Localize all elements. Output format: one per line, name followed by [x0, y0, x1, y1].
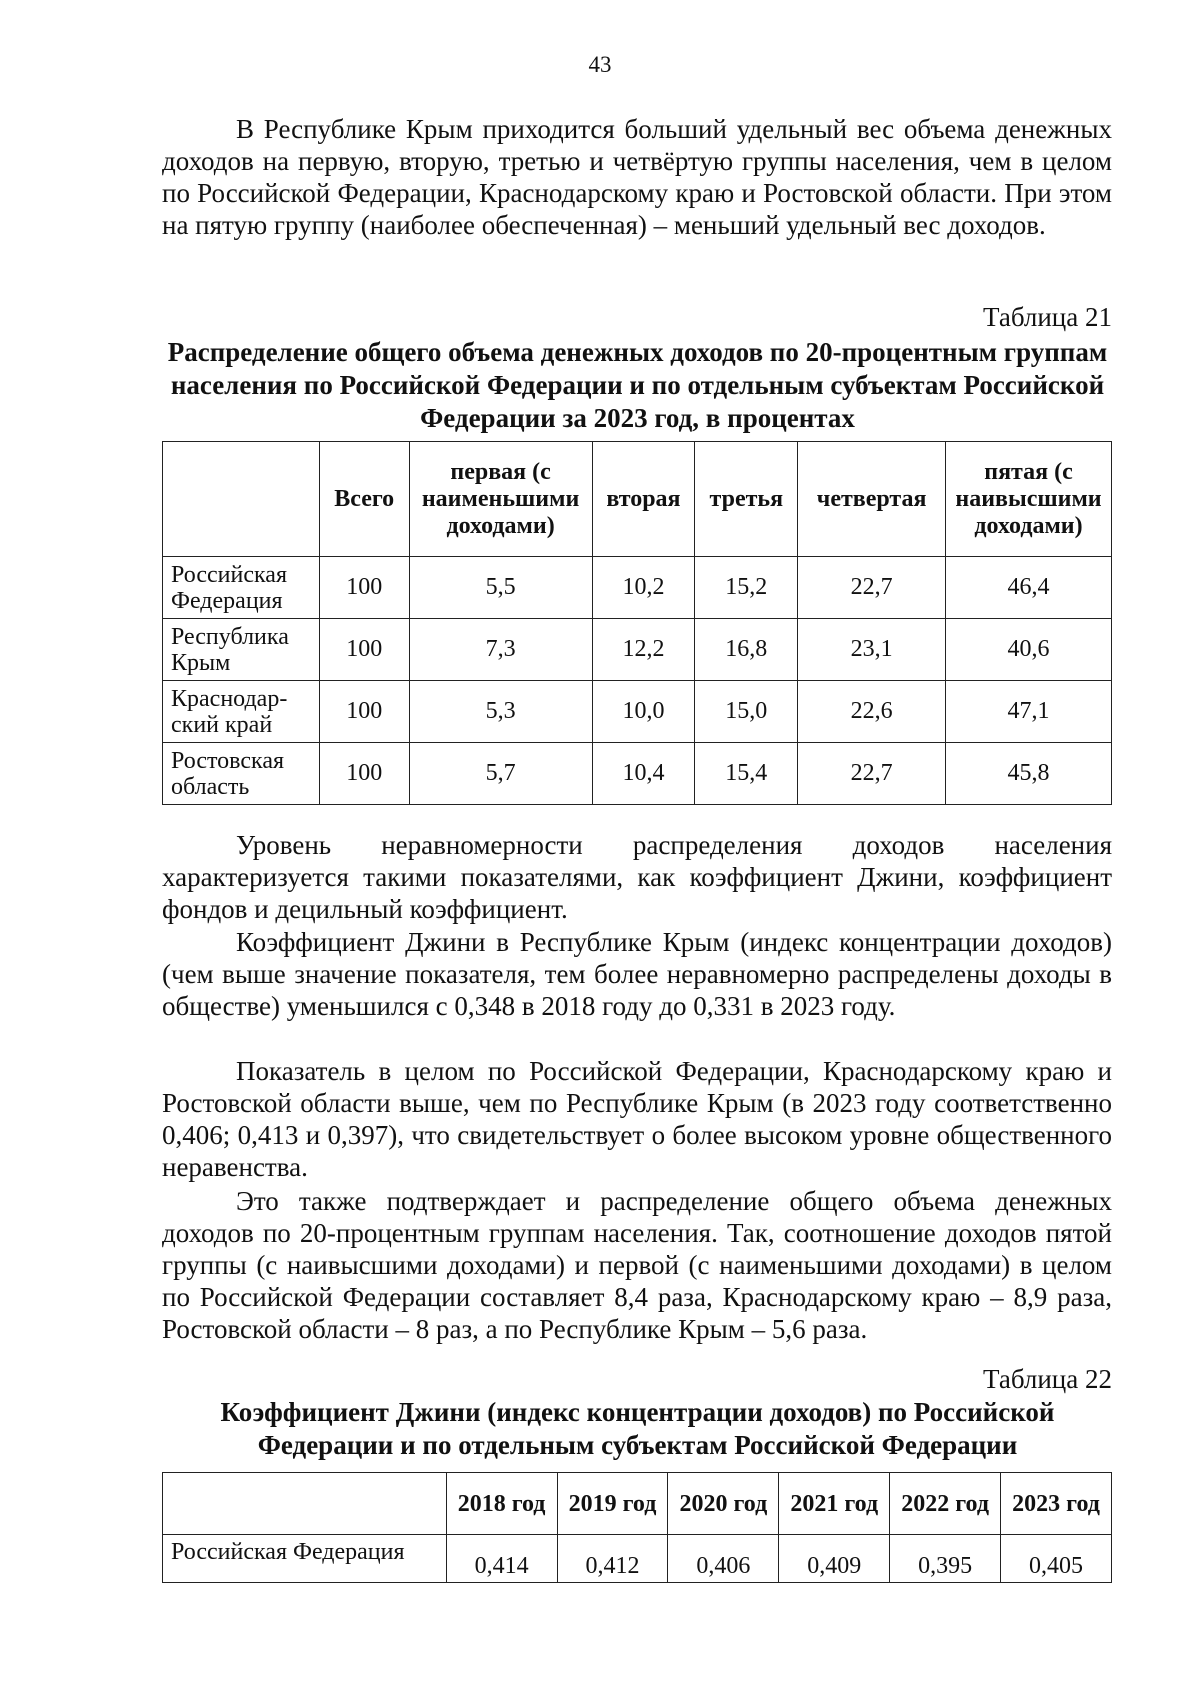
paragraph-comparison: Показатель в целом по Российской Федерации, Краснодарскому краю и Ростовской области выше, чем по Республике Крым (в 2023 году соответственно 0,406; 0,413 и 0,397), что свидетельствует о более высоком уровне общественного неравенства.	[162, 1056, 1112, 1182]
table-row	[163, 557, 1112, 619]
header-cell: 2018 год	[446, 1473, 557, 1535]
table22-title: Коэффициент Джини (индекс концентрации доходов) по Российской Федерации и по отдельным субъектам Российской Федерации	[220, 1397, 1055, 1460]
row-header: Ростовская область	[163, 743, 320, 805]
paragraph-ratio: Это также подтверждает и распределение общего объема денежных доходов по 20-процентным группам населения. Так, соотношение доходов пятой группы (с наивысшими доходами) и первой (с наименьшими доходами) в целом по Российской Федерации составляет 8,4 раза, Краснодарскому краю – 8,9 раза, Ростовской области – 8 раз, а по Республике Крым – 5,6 раза.	[162, 1186, 1112, 1344]
header-cell: 2023 год	[1001, 1473, 1112, 1535]
table21-label: Таблица 21	[983, 302, 1112, 332]
income-distribution-table	[162, 441, 1112, 805]
header-cell: первая (с наименьшими доходами)	[409, 442, 592, 557]
table-cell: 5,3	[409, 681, 592, 743]
header-cell: вторая	[592, 442, 695, 557]
table-cell: 15,2	[695, 557, 798, 619]
page-number: 43	[588, 52, 612, 77]
table-cell: 12,2	[592, 619, 695, 681]
header-cell: 2019 год	[557, 1473, 668, 1535]
table-cell: 100	[319, 743, 409, 805]
header-cell: 2020 год	[668, 1473, 779, 1535]
header-cell: Всего	[319, 442, 409, 557]
row-header: Краснодар-ский край	[163, 681, 320, 743]
row-header: Российская Федерация	[163, 1535, 447, 1583]
table-cell: 45,8	[946, 743, 1112, 805]
table-row	[163, 681, 1112, 743]
table-header-row	[163, 1473, 1112, 1535]
header-cell: пятая (с наивысшими доходами)	[946, 442, 1112, 557]
table21-title: Распределение общего объема денежных доходов по 20-процентным группам населения по Российской Федерации и по отдельным субъектам Российской Федерации за 2023 год, в процентах	[167, 337, 1108, 433]
table-cell: 100	[319, 557, 409, 619]
header-cell: 2021 год	[779, 1473, 890, 1535]
table-cell: 23,1	[798, 619, 946, 681]
header-cell	[163, 1473, 447, 1535]
paragraph-inequality: Уровень неравномерности распределения доходов населения характеризуется такими показателями, как коэффициент Джини, коэффициент фондов и децильный коэффициент.	[162, 830, 1112, 924]
table-cell: 46,4	[946, 557, 1112, 619]
table-cell: 40,6	[946, 619, 1112, 681]
paragraph-intro: В Республике Крым приходится больший удельный вес объема денежных доходов на первую, вторую, третью и четвёртую группы населения, чем в целом по Российской Федерации, Краснодарскому краю и Ростовской области. При этом на пятую группу (наиболее обеспеченная) – меньший удельный вес доходов.	[162, 114, 1112, 240]
table-cell: 16,8	[695, 619, 798, 681]
table-cell: 0,406	[668, 1535, 779, 1583]
table-header-row	[163, 442, 1112, 557]
table-cell: 47,1	[946, 681, 1112, 743]
header-cell: четвертая	[798, 442, 946, 557]
table-cell: 5,7	[409, 743, 592, 805]
table-cell: 0,395	[890, 1535, 1001, 1583]
gini-coefficient-table	[162, 1472, 1112, 1583]
table-cell: 10,0	[592, 681, 695, 743]
table-cell: 0,409	[779, 1535, 890, 1583]
table-cell: 22,6	[798, 681, 946, 743]
row-header: Республика Крым	[163, 619, 320, 681]
table-cell: 0,405	[1001, 1535, 1112, 1583]
table-row	[163, 1535, 1112, 1583]
header-cell	[163, 442, 320, 557]
table-cell: 15,0	[695, 681, 798, 743]
table-row	[163, 619, 1112, 681]
table-cell: 10,4	[592, 743, 695, 805]
table-cell: 7,3	[409, 619, 592, 681]
table-cell: 22,7	[798, 743, 946, 805]
table-row	[163, 743, 1112, 805]
header-cell: третья	[695, 442, 798, 557]
table-cell: 0,414	[446, 1535, 557, 1583]
table-cell: 10,2	[592, 557, 695, 619]
row-header: Российская Федерация	[163, 557, 320, 619]
table-cell: 100	[319, 619, 409, 681]
table-cell: 15,4	[695, 743, 798, 805]
table-cell: 22,7	[798, 557, 946, 619]
table-cell: 5,5	[409, 557, 592, 619]
table22-label: Таблица 22	[983, 1364, 1112, 1394]
paragraph-gini-crimea: Коэффициент Джини в Республике Крым (индекс концентрации доходов) (чем выше значение показателя, тем более неравномерно распределены доходы в обществе) уменьшился с 0,348 в 2018 году до 0,331 в 2023 году.	[162, 927, 1112, 1021]
table-cell: 0,412	[557, 1535, 668, 1583]
table-cell: 100	[319, 681, 409, 743]
header-cell: 2022 год	[890, 1473, 1001, 1535]
